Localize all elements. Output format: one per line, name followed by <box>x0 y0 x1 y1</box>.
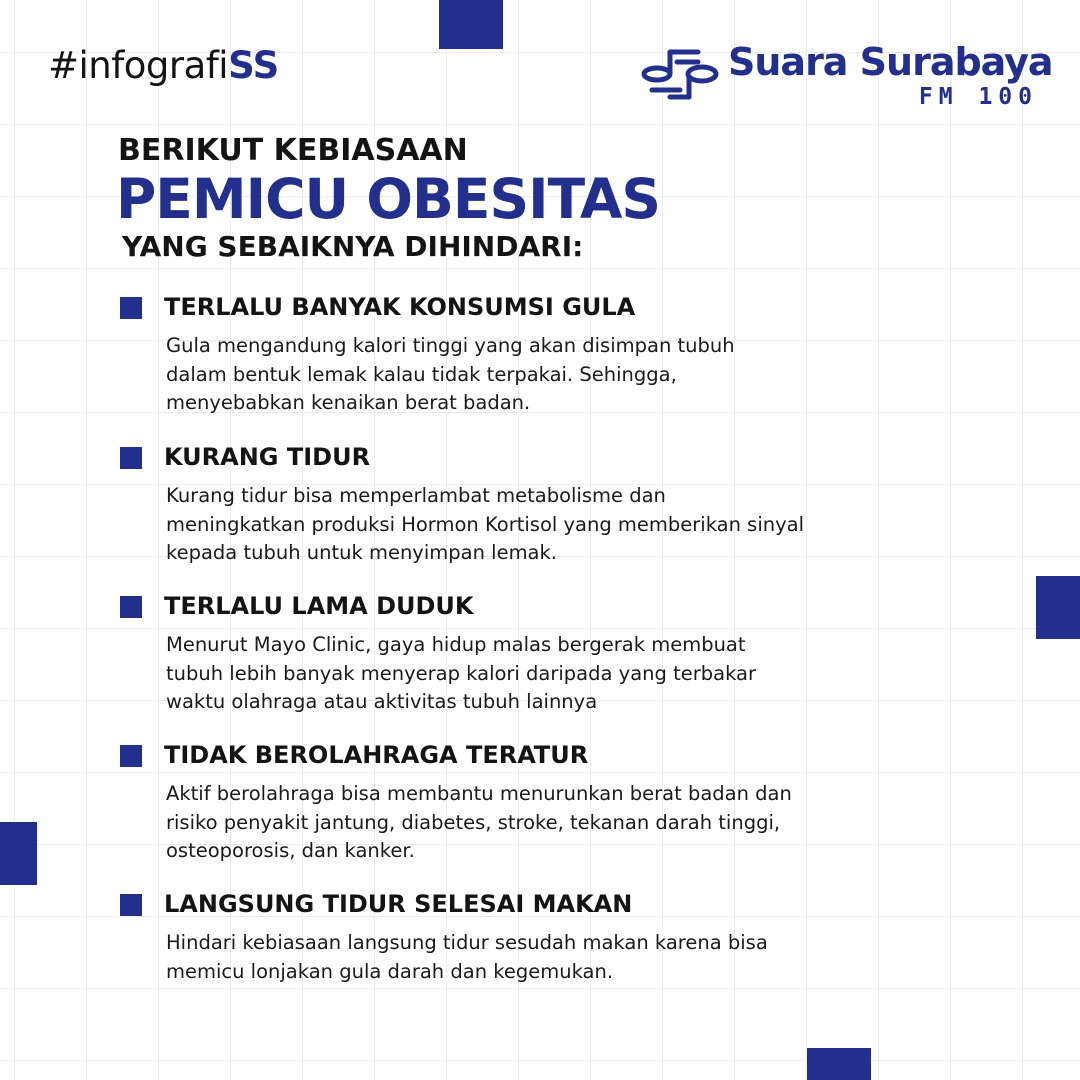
item-title: TERLALU LAMA DUDUK <box>164 592 474 620</box>
headline-line-3: YANG SEBAIKNYA DIHINDARI: <box>122 230 584 263</box>
logo-frequency: FM 100 <box>918 84 1038 110</box>
item-description: Hindari kebiasaan langsung tidur sesudah makan karena bisa memicu lonjakan gula darah dan kegemukan. <box>166 931 768 983</box>
decor-square-left <box>0 822 37 885</box>
headline-line-1: BERIKUT KEBIASAAN <box>118 133 468 168</box>
item-description: Gula mengandung kalori tinggi yang akan disimpan tubuh dalam bentuk lemak kalau tidak terpakai. Sehingga, menyebabkan kenaikan berat badan. <box>166 334 735 414</box>
hashtag-suffix: SS <box>228 44 279 87</box>
decor-square-top <box>439 0 503 49</box>
bullet-square-icon <box>120 745 142 767</box>
headline <box>118 134 660 264</box>
bullet-square-icon <box>120 596 142 618</box>
item-description: Kurang tidur bisa memperlambat metabolisme dan meningkatkan produksi Hormon Kortisol yang memberikan sinyal kepada tubuh untuk menyimpan lemak. <box>166 484 805 564</box>
item-title: TERLALU BANYAK KONSUMSI GULA <box>164 293 636 321</box>
item-description: Menurut Mayo Clinic, gaya hidup malas bergerak membuat tubuh lebih banyak menyerap kalori daripada yang terbakar waktu olahraga atau aktivitas tubuh lainnya <box>166 633 756 713</box>
item-title: TIDAK BEROLAHRAGA TERATUR <box>164 741 589 769</box>
hashtag-prefix: #infografi <box>48 44 229 87</box>
item-title: KURANG TIDUR <box>164 443 371 471</box>
item-title: LANGSUNG TIDUR SELESAI MAKAN <box>164 890 633 918</box>
hashtag-label <box>48 44 279 87</box>
bullet-square-icon <box>120 447 142 469</box>
decor-square-bottom <box>807 1048 871 1080</box>
brand-logo <box>640 40 1053 110</box>
headline-line-2: PEMICU OBESITAS <box>116 167 660 231</box>
decor-square-right <box>1036 576 1080 639</box>
music-note-logo-icon <box>640 44 722 102</box>
bullet-square-icon <box>120 894 142 916</box>
item-description: Aktif berolahraga bisa membantu menurunkan berat badan dan risiko penyakit jantung, diabetes, stroke, tekanan darah tinggi, osteoporosis, dan kanker. <box>166 782 792 862</box>
bullet-square-icon <box>120 297 142 319</box>
logo-name: Suara Surabaya <box>728 40 1053 84</box>
